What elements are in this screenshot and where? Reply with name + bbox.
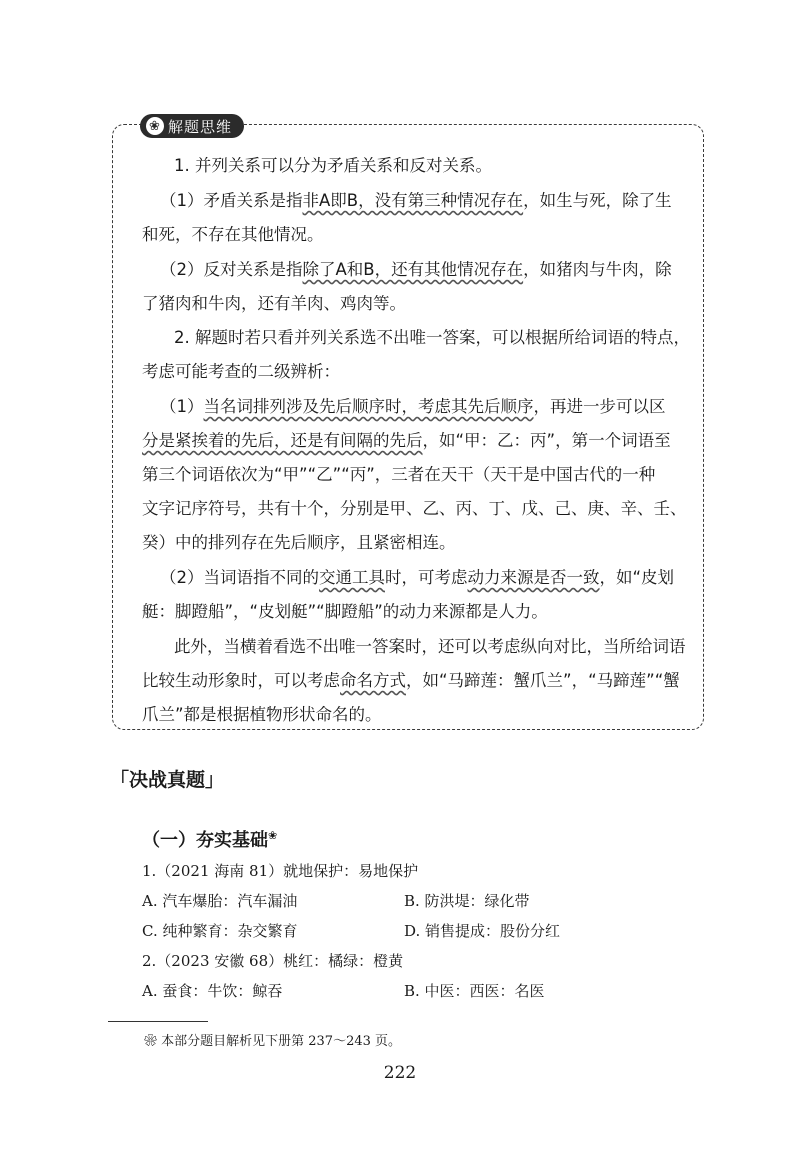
section-title: 「决战真题」 <box>110 769 225 791</box>
tip-paragraph-2-line-2: 和死，不存在其他情况。 <box>142 225 324 244</box>
flower-icon: ❀ <box>146 117 164 135</box>
tip-paragraph-3-line-1: （2）反对关系是指除了A和B，还有其他情况存在，如猪肉与牛肉，除 <box>160 260 672 279</box>
tips-badge <box>140 114 244 138</box>
tip-paragraph-3-line-2: 了猪肉和牛肉，还有羊肉、鸡肉等。 <box>142 294 406 313</box>
page-number: 222 <box>383 1063 417 1083</box>
footnote-divider <box>108 1021 208 1022</box>
footnote: ❀ 本部分题目解析见下册第 237～243 页。 <box>144 1034 402 1049</box>
flower-mark-icon: ❀ <box>268 829 278 842</box>
question-1-option-d: D. 销售提成：股份分红 <box>404 922 561 940</box>
question-1-option-c: C. 纯种繁育：杂交繁育 <box>142 922 298 940</box>
tip-paragraph-2-line-1: （1）矛盾关系是指非A即B，没有第三种情况存在，如生与死，除了生 <box>160 191 672 210</box>
tip-paragraph-6-line-1: （2）当词语指不同的交通工具时，可考虑动力来源是否一致，如“皮划 <box>160 568 675 587</box>
tip-paragraph-5-line-3: 第三个词语依次为“甲”“乙”“丙”，三者在天干（天干是中国古代的一种 <box>142 465 656 484</box>
question-2-option-a: A. 蚕食：牛饮：鲸吞 <box>142 982 283 1000</box>
question-2: 2.（2023 安徽 68）桃红：橘绿：橙黄 <box>142 952 404 970</box>
tip-paragraph-4-line-2: 考虑可能考查的二级辨析： <box>142 362 340 381</box>
question-2-option-b: B. 中医：西医：名医 <box>404 982 545 1000</box>
tip-paragraph-5-line-2: 分是紧挨着的先后，还是有间隔的先后，如“甲：乙：丙”，第一个词语至 <box>142 431 671 450</box>
subsection-title: （一）夯实基础❀ <box>142 829 278 851</box>
tip-paragraph-7-line-2: 比较生动形象时，可以考虑命名方式，如“马蹄莲：蟹爪兰”，“马蹄莲”“蟹 <box>142 671 680 690</box>
question-1: 1.（2021 海南 81）就地保护：易地保护 <box>142 862 419 880</box>
tip-paragraph-6-line-2: 艇：脚蹬船”，“皮划艇”“脚蹬船”的动力来源都是人力。 <box>142 602 548 621</box>
question-1-option-b: B. 防洪堤：绿化带 <box>404 892 530 910</box>
tip-paragraph-5-line-1: （1）当名词排列涉及先后顺序时，考虑其先后顺序，再进一步可以区 <box>160 397 666 416</box>
tip-paragraph-7-line-3: 爪兰”都是根据植物形状命名的。 <box>142 705 382 724</box>
tip-paragraph-4-line-1: 2. 解题时若只看并列关系选不出唯一答案，可以根据所给词语的特点， <box>174 328 690 347</box>
tip-paragraph-7-line-1: 此外，当横着看选不出唯一答案时，还可以考虑纵向对比，当所给词语 <box>174 637 686 656</box>
tip-paragraph-5-line-5: 癸）中的排列存在先后顺序，且紧密相连。 <box>142 533 456 552</box>
tips-badge-label: 解题思维 <box>168 117 233 136</box>
tip-paragraph-1: 1. 并列关系可以分为矛盾关系和反对关系。 <box>174 156 492 175</box>
question-1-option-a: A. 汽车爆胎：汽车漏油 <box>142 892 298 910</box>
tip-paragraph-5-line-4: 文字记序符号，共有十个，分别是甲、乙、丙、丁、戊、己、庚、辛、壬、 <box>142 499 687 518</box>
